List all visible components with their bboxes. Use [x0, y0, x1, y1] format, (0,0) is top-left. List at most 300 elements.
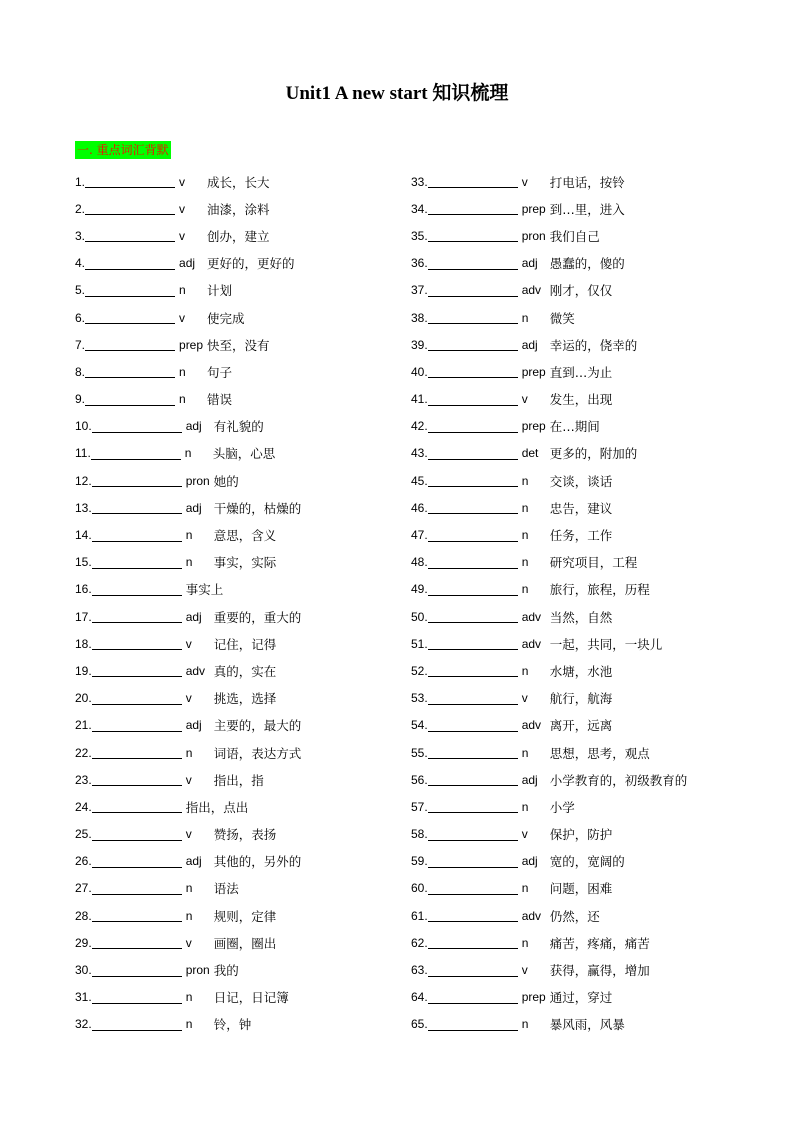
vocab-row: [75, 386, 395, 413]
item-number: 14.: [75, 528, 92, 543]
vocab-row: [411, 685, 741, 712]
part-of-speech: adj: [185, 500, 202, 515]
vocab-row: [75, 440, 395, 467]
vocab-row: [75, 712, 395, 739]
part-of-speech: n: [185, 555, 193, 570]
part-of-speech: n: [521, 528, 529, 543]
vocab-row: [75, 195, 395, 222]
vocab-row: [411, 168, 741, 195]
answer-blank[interactable]: [428, 257, 518, 270]
word-meaning: 离开，远离: [549, 718, 613, 734]
vocab-row: [75, 304, 395, 331]
answer-blank[interactable]: [428, 556, 518, 569]
part-of-speech: v: [521, 691, 528, 706]
item-number: 50.: [411, 609, 428, 624]
item-number: 30.: [75, 963, 92, 978]
vocab-row: [411, 902, 741, 929]
item-number: 3.: [75, 228, 86, 243]
answer-blank[interactable]: [92, 556, 182, 569]
word-meaning: 计划: [207, 283, 233, 299]
word-meaning: 更多的，附加的: [549, 446, 638, 462]
answer-blank[interactable]: [428, 393, 518, 406]
part-of-speech: v: [521, 174, 528, 189]
vocab-row: [411, 386, 741, 413]
vocab-row: [75, 467, 395, 494]
answer-blank[interactable]: [92, 664, 182, 677]
item-number: 60.: [411, 881, 428, 896]
part-of-speech: adv: [521, 908, 542, 923]
part-of-speech: n: [179, 364, 186, 379]
item-number: 24.: [75, 799, 92, 814]
item-number: 65.: [411, 1017, 428, 1032]
answer-blank[interactable]: [91, 447, 181, 460]
answer-blank[interactable]: [92, 529, 182, 542]
answer-blank[interactable]: [92, 800, 182, 813]
word-meaning: 指出，指: [213, 772, 264, 788]
part-of-speech: n: [179, 392, 186, 407]
answer-blank[interactable]: [85, 202, 175, 215]
part-of-speech: n: [521, 881, 529, 896]
answer-blank[interactable]: [85, 311, 175, 324]
part-of-speech: v: [179, 310, 186, 325]
vocab-row: [411, 195, 741, 222]
vocab-row: [75, 358, 395, 385]
part-of-speech: adv: [521, 283, 542, 298]
answer-blank[interactable]: [92, 637, 182, 650]
item-number: 45.: [411, 473, 428, 488]
part-of-speech: n: [184, 446, 192, 461]
item-number: 64.: [411, 990, 428, 1005]
word-meaning: 一起，共同，一块儿: [549, 636, 663, 652]
answer-blank[interactable]: [92, 828, 182, 841]
vocab-row: [75, 413, 395, 440]
word-meaning: 更好的，更好的: [207, 256, 295, 272]
part-of-speech: v: [179, 201, 186, 216]
word-meaning: 痛苦，疼痛，痛苦: [549, 935, 650, 951]
part-of-speech: adj: [185, 718, 202, 733]
vocab-row: [411, 766, 741, 793]
item-number: 42.: [411, 419, 428, 434]
vocab-row: [75, 739, 395, 766]
answer-blank[interactable]: [428, 610, 518, 623]
word-meaning: 仍然，还: [549, 908, 600, 924]
vocab-row: [411, 549, 741, 576]
item-number: 37.: [411, 283, 428, 298]
vocab-row: [75, 630, 395, 657]
item-number: 4.: [75, 256, 86, 271]
word-meaning: 宽的，宽阔的: [549, 854, 625, 870]
vocab-row: [75, 494, 395, 521]
answer-blank[interactable]: [428, 637, 518, 650]
answer-blank[interactable]: [428, 338, 518, 351]
answer-blank[interactable]: [92, 991, 182, 1004]
vocab-row: [411, 956, 741, 983]
vocab-row: [411, 222, 741, 249]
item-number: 11.: [75, 446, 91, 461]
vocab-row: [411, 494, 741, 521]
item-number: 8.: [75, 364, 86, 379]
word-meaning: 句子: [207, 364, 233, 380]
answer-blank[interactable]: [428, 773, 518, 786]
vocab-row: [411, 848, 741, 875]
word-meaning: 事实，实际: [213, 555, 277, 571]
answer-blank[interactable]: [92, 773, 182, 786]
word-meaning: 发生，出现: [549, 392, 613, 408]
word-meaning: 重要的，重大的: [213, 609, 302, 625]
answer-blank[interactable]: [428, 909, 518, 922]
item-number: 62.: [411, 935, 428, 950]
item-number: 26.: [75, 854, 92, 869]
answer-blank[interactable]: [428, 583, 518, 596]
word-meaning: 指出，点出: [185, 799, 249, 815]
part-of-speech: v: [185, 691, 192, 706]
answer-blank[interactable]: [92, 855, 182, 868]
vocab-row: [411, 277, 741, 304]
answer-blank[interactable]: [85, 393, 175, 406]
part-of-speech: pron: [185, 963, 210, 978]
word-meaning: 研究项目，工程: [549, 555, 638, 571]
answer-blank[interactable]: [428, 800, 518, 813]
answer-blank[interactable]: [92, 964, 182, 977]
part-of-speech: v: [179, 228, 186, 243]
answer-blank[interactable]: [428, 936, 518, 949]
part-of-speech: n: [185, 528, 193, 543]
item-number: 10.: [75, 419, 92, 434]
answer-blank[interactable]: [428, 964, 518, 977]
item-number: 56.: [411, 772, 428, 787]
word-meaning: 小学: [549, 799, 575, 815]
vocab-column-right: [411, 168, 741, 1038]
word-meaning: 画圈，圈出: [213, 935, 277, 951]
vocab-row: [75, 848, 395, 875]
item-number: 12.: [75, 473, 92, 488]
word-meaning: 交谈，谈话: [549, 473, 613, 489]
item-number: 15.: [75, 555, 92, 570]
answer-blank[interactable]: [92, 746, 182, 759]
word-meaning: 保护，防护: [549, 827, 613, 843]
answer-blank[interactable]: [92, 420, 182, 433]
answer-blank[interactable]: [428, 311, 518, 324]
part-of-speech: prep: [521, 201, 546, 216]
part-of-speech: adj: [185, 419, 202, 434]
vocab-row: [75, 603, 395, 630]
item-number: 32.: [75, 1017, 92, 1032]
vocab-row: [75, 875, 395, 902]
word-meaning: 航行，航海: [549, 691, 613, 707]
vocab-row: [75, 1011, 395, 1038]
part-of-speech: adj: [179, 256, 196, 271]
part-of-speech: n: [521, 500, 529, 515]
item-number: 40.: [411, 364, 428, 379]
part-of-speech: prep: [521, 990, 546, 1005]
vocab-row: [411, 603, 741, 630]
vocab-row: [411, 331, 741, 358]
part-of-speech: det: [521, 446, 539, 461]
vocab-row: [75, 821, 395, 848]
part-of-speech: n: [179, 283, 186, 298]
item-number: 63.: [411, 963, 428, 978]
part-of-speech: adv: [521, 609, 542, 624]
item-number: 39.: [411, 337, 428, 352]
answer-blank[interactable]: [85, 365, 175, 378]
item-number: 35.: [411, 228, 428, 243]
word-meaning: 水塘，水池: [549, 663, 613, 679]
part-of-speech: adj: [185, 609, 202, 624]
item-number: 17.: [75, 609, 92, 624]
part-of-speech: v: [521, 827, 528, 842]
item-number: 43.: [411, 446, 428, 461]
answer-blank[interactable]: [428, 746, 518, 759]
part-of-speech: n: [185, 881, 193, 896]
word-meaning: 忠告，建议: [549, 500, 613, 516]
part-of-speech: prep: [521, 419, 546, 434]
answer-blank[interactable]: [428, 447, 518, 460]
answer-blank[interactable]: [92, 1018, 182, 1031]
word-meaning: 暴风雨，风暴: [549, 1017, 625, 1033]
part-of-speech: adv: [521, 636, 542, 651]
word-meaning: 任务，工作: [549, 528, 613, 544]
item-number: 54.: [411, 718, 428, 733]
item-number: 18.: [75, 636, 92, 651]
word-meaning: 小学教育的，初级教育的: [549, 772, 688, 788]
word-meaning: 油漆，涂料: [207, 201, 270, 217]
word-meaning: 快至，没有: [207, 337, 270, 353]
vocab-row: [411, 929, 741, 956]
answer-blank[interactable]: [92, 719, 182, 732]
item-number: 52.: [411, 663, 428, 678]
answer-blank[interactable]: [85, 284, 175, 297]
vocab-row: [75, 929, 395, 956]
answer-blank[interactable]: [85, 229, 175, 242]
word-meaning: 记住，记得: [213, 636, 277, 652]
answer-blank[interactable]: [428, 991, 518, 1004]
item-number: 16.: [75, 582, 92, 597]
word-meaning: 语法: [213, 881, 239, 897]
word-meaning: 到…里，进入: [549, 201, 625, 217]
vocab-row: [411, 1011, 741, 1038]
answer-blank[interactable]: [92, 909, 182, 922]
answer-blank[interactable]: [85, 175, 175, 188]
word-meaning: 规则，定律: [213, 908, 277, 924]
answer-blank[interactable]: [428, 692, 518, 705]
word-meaning: 事实上: [185, 582, 224, 598]
vocab-row: [75, 331, 395, 358]
vocab-row: [411, 821, 741, 848]
vocab-row: [75, 250, 395, 277]
item-number: 2.: [75, 201, 86, 216]
part-of-speech: v: [521, 392, 528, 407]
item-number: 13.: [75, 500, 92, 515]
answer-blank[interactable]: [428, 529, 518, 542]
word-meaning: 意思，含义: [213, 528, 277, 544]
word-meaning: 幸运的，侥幸的: [549, 337, 638, 353]
word-meaning: 打电话，按铃: [549, 174, 625, 190]
vocab-row: [75, 222, 395, 249]
vocab-row: [75, 168, 395, 195]
vocab-row: [75, 549, 395, 576]
item-number: 9.: [75, 392, 86, 407]
item-number: 53.: [411, 691, 428, 706]
word-meaning: 主要的，最大的: [213, 718, 302, 734]
part-of-speech: n: [521, 473, 529, 488]
vocab-row: [75, 576, 395, 603]
part-of-speech: v: [185, 636, 192, 651]
word-meaning: 真的，实在: [213, 663, 277, 679]
item-number: 21.: [75, 718, 92, 733]
answer-blank[interactable]: [428, 365, 518, 378]
item-number: 31.: [75, 990, 92, 1005]
vocab-row: [411, 413, 741, 440]
part-of-speech: adj: [521, 854, 538, 869]
item-number: 41.: [411, 392, 428, 407]
item-number: 46.: [411, 500, 428, 515]
word-meaning: 错误: [207, 392, 233, 408]
item-number: 23.: [75, 772, 92, 787]
part-of-speech: adj: [521, 772, 538, 787]
vocab-row: [411, 250, 741, 277]
part-of-speech: pron: [521, 228, 546, 243]
item-number: 6.: [75, 310, 86, 325]
part-of-speech: adv: [185, 663, 206, 678]
part-of-speech: n: [521, 1017, 529, 1032]
vocab-row: [411, 712, 741, 739]
word-meaning: 干燥的，枯燥的: [213, 500, 302, 516]
part-of-speech: n: [185, 990, 193, 1005]
vocab-row: [75, 793, 395, 820]
item-number: 57.: [411, 799, 428, 814]
answer-blank[interactable]: [428, 882, 518, 895]
vocab-row: [75, 521, 395, 548]
part-of-speech: n: [521, 663, 529, 678]
answer-blank[interactable]: [85, 338, 175, 351]
vocab-row: [411, 440, 741, 467]
part-of-speech: n: [185, 745, 193, 760]
word-meaning: 日记，日记簿: [213, 990, 289, 1006]
answer-blank[interactable]: [92, 936, 182, 949]
answer-blank[interactable]: [428, 1018, 518, 1031]
part-of-speech: adj: [521, 256, 538, 271]
item-number: 20.: [75, 691, 92, 706]
vocab-row: [75, 685, 395, 712]
item-number: 36.: [411, 256, 428, 271]
item-number: 5.: [75, 283, 86, 298]
part-of-speech: n: [521, 935, 529, 950]
answer-blank[interactable]: [92, 692, 182, 705]
answer-blank[interactable]: [428, 855, 518, 868]
word-meaning: 微笑: [549, 310, 575, 326]
item-number: 59.: [411, 854, 428, 869]
item-number: 55.: [411, 745, 428, 760]
word-meaning: 通过，穿过: [549, 990, 613, 1006]
part-of-speech: v: [185, 935, 192, 950]
item-number: 28.: [75, 908, 92, 923]
answer-blank[interactable]: [428, 664, 518, 677]
vocab-row: [411, 984, 741, 1011]
vocab-row: [411, 875, 741, 902]
answer-blank[interactable]: [428, 501, 518, 514]
answer-blank[interactable]: [92, 610, 182, 623]
part-of-speech: n: [521, 582, 529, 597]
word-meaning: 头脑，心思: [212, 446, 276, 462]
item-number: 19.: [75, 663, 92, 678]
word-meaning: 使完成: [207, 310, 245, 326]
answer-blank[interactable]: [428, 202, 518, 215]
answer-blank[interactable]: [92, 882, 182, 895]
word-meaning: 刚才，仅仅: [549, 283, 613, 299]
answer-blank[interactable]: [428, 420, 518, 433]
item-number: 1.: [75, 174, 86, 189]
part-of-speech: adj: [185, 854, 202, 869]
vocab-row: [75, 984, 395, 1011]
vocab-row: [411, 630, 741, 657]
item-number: 49.: [411, 582, 428, 597]
part-of-speech: pron: [185, 473, 210, 488]
word-meaning: 我的: [213, 963, 239, 979]
word-meaning: 在…期间: [549, 419, 600, 435]
answer-blank[interactable]: [428, 175, 518, 188]
item-number: 29.: [75, 935, 92, 950]
page-title: Unit1 A new start 知识梳理: [285, 83, 509, 104]
part-of-speech: n: [521, 555, 529, 570]
part-of-speech: v: [521, 963, 528, 978]
answer-blank[interactable]: [92, 501, 182, 514]
answer-blank[interactable]: [92, 474, 182, 487]
word-meaning: 铃，钟: [213, 1017, 252, 1033]
word-meaning: 成长，长大: [207, 174, 270, 190]
vocab-column-left: [75, 168, 395, 1038]
vocab-row: [411, 521, 741, 548]
item-number: 22.: [75, 745, 92, 760]
word-meaning: 获得，赢得，增加: [549, 963, 650, 979]
word-meaning: 当然，自然: [549, 609, 613, 625]
item-number: 33.: [411, 174, 428, 189]
vocab-row: [411, 793, 741, 820]
vocab-row: [75, 956, 395, 983]
word-meaning: 有礼貌的: [213, 419, 264, 435]
vocab-row: [411, 657, 741, 684]
word-meaning: 问题，困难: [549, 881, 613, 897]
item-number: 51.: [411, 636, 428, 651]
part-of-speech: adj: [521, 337, 538, 352]
section-heading: 一. 重点词汇背默: [77, 143, 169, 157]
answer-blank[interactable]: [85, 257, 175, 270]
vocab-row: [411, 739, 741, 766]
answer-blank[interactable]: [428, 719, 518, 732]
word-meaning: 赞扬，表扬: [213, 827, 277, 843]
part-of-speech: prep: [521, 364, 546, 379]
vocab-row: [411, 467, 741, 494]
answer-blank[interactable]: [428, 284, 518, 297]
answer-blank[interactable]: [428, 828, 518, 841]
part-of-speech: v: [179, 174, 186, 189]
answer-blank[interactable]: [92, 583, 182, 596]
word-meaning: 直到…为止: [549, 364, 613, 380]
word-meaning: 创办，建立: [207, 228, 270, 244]
item-number: 38.: [411, 310, 428, 325]
part-of-speech: n: [521, 799, 529, 814]
word-meaning: 思想，思考，观点: [549, 745, 650, 761]
item-number: 7.: [75, 337, 86, 352]
vocab-row: [75, 277, 395, 304]
item-number: 58.: [411, 827, 428, 842]
answer-blank[interactable]: [428, 229, 518, 242]
part-of-speech: prep: [179, 337, 204, 352]
part-of-speech: n: [185, 908, 193, 923]
vocab-row: [75, 657, 395, 684]
word-meaning: 词语，表达方式: [213, 745, 302, 761]
word-meaning: 其他的，另外的: [213, 854, 302, 870]
answer-blank[interactable]: [428, 474, 518, 487]
